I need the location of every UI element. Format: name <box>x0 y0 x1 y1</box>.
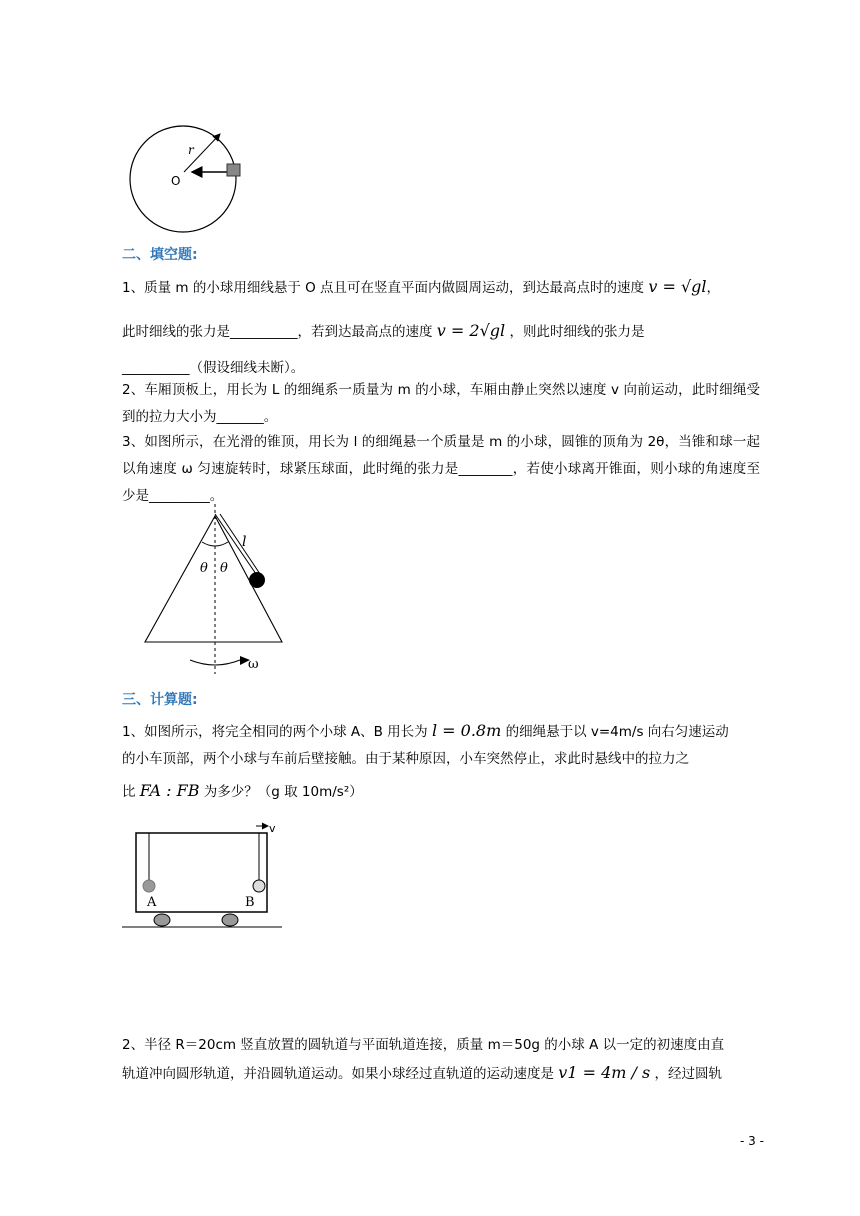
formula-l-0-8m: l = 0.8m <box>431 721 502 740</box>
wheel-right <box>222 914 238 926</box>
formula-fa-fb: FA : FB <box>139 781 200 800</box>
formula-v-sqrt-gl: v = √gl <box>648 277 707 296</box>
wheel-left <box>154 914 170 926</box>
question-3-1-line-2: 的小车顶部，两个小球与车前后壁接触。由于某种原因，小车突然停止，求此时悬线中的拉力之 <box>122 751 689 767</box>
question-2-1-line-2: 此时细线的张力是__________，若到达最高点的速度 v = 2√gl ，则此时细线的张力是 <box>122 321 645 340</box>
formula-v1: v1 = 4m / s <box>558 1063 651 1082</box>
circle-outline <box>130 126 236 232</box>
formula-v-2sqrt-gl: v = 2√gl <box>436 321 506 340</box>
ball-a <box>143 880 155 892</box>
circle-figure <box>128 124 238 234</box>
cart-figure <box>122 818 282 930</box>
length-label: l <box>242 534 247 550</box>
velocity-label: v <box>269 822 276 835</box>
radius-label: r <box>188 143 194 157</box>
ball-b <box>253 880 265 892</box>
center-label: O <box>171 174 181 188</box>
question-2-2: 2、车厢顶板上，用长为 L 的细绳系一质量为 m 的小球，车厢由静止突然以速度 v 向前运动，此时细绳受到的拉力大小为_______。 <box>122 382 760 425</box>
question-3-1-line-1: 1、如图所示，将完全相同的两个小球 A、B 用长为 l = 0.8m 的细绳悬于以 v=4m/s 向右匀速运动 <box>122 721 729 740</box>
question-2-1-line-1: 1、质量 m 的小球用细线悬于 O 点且可在竖直平面内做圆周运动，到达最高点时的速度 v = √gl， <box>122 277 720 296</box>
question-3-2-line-2: 轨道冲向圆形轨道，并沿圆轨道运动。如果小球经过直轨道的运动速度是 v1 = 4m / s ，经过圆轨 <box>122 1063 723 1082</box>
theta-right: θ <box>220 561 228 576</box>
question-3-2-line-1: 2、半径 R＝20cm 竖直放置的圆轨道与平面轨道连接，质量 m＝50g 的小球 A 以一定的初速度由直 <box>122 1037 725 1053</box>
label-a: A <box>147 895 157 910</box>
section-heading-fill-blank: 二、填空题: <box>122 247 198 263</box>
question-3-1-line-3: 比 FA : FB 为多少？（g 取 10m/s²） <box>122 781 363 800</box>
theta-left: θ <box>200 561 208 576</box>
block <box>227 164 240 176</box>
cone-figure <box>140 502 285 674</box>
page-number: - 3 - <box>740 1134 764 1148</box>
section-heading-calculation: 三、计算题: <box>122 692 198 708</box>
question-2-3: 3、如图所示，在光滑的锥顶，用长为 l 的细绳悬一个质量是 m 的小球，圆锥的顶角为 2θ，当锥和球一起以角速度 ω 匀速旋转时，球紧压球面，此时绳的张力是________，若使小球离开锥面，则小球的角速度至少是_________。 <box>122 434 760 504</box>
label-b: B <box>245 895 255 910</box>
ball <box>249 572 265 588</box>
omega-label: ω <box>248 657 259 672</box>
question-2-1-line-3: __________（假设细线未断）。 <box>122 360 305 376</box>
